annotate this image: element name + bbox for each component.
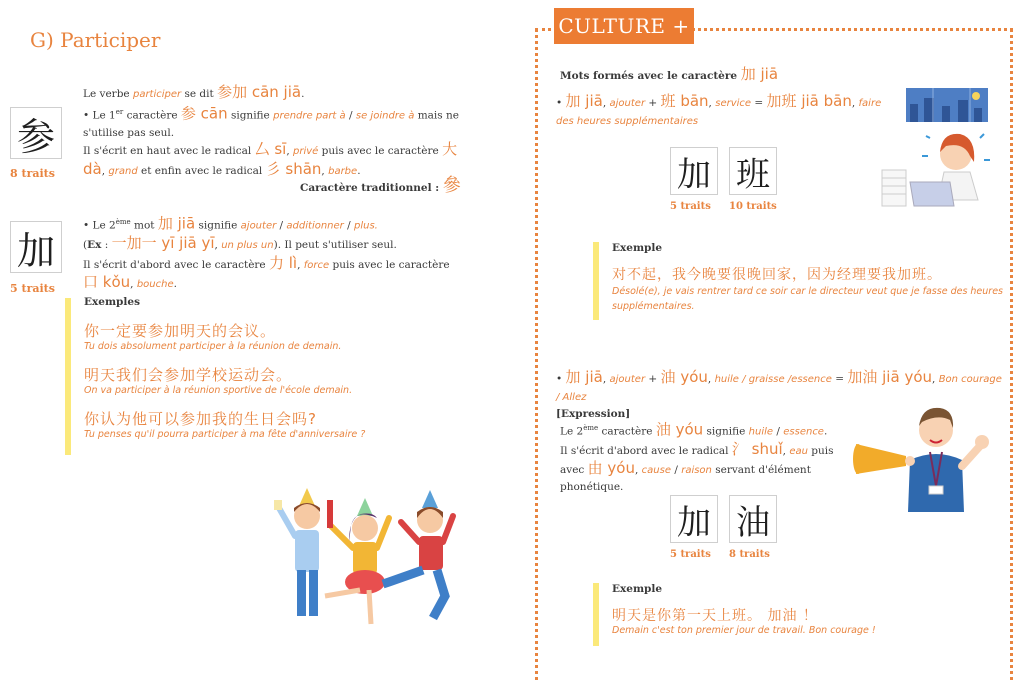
meaning: un plus un — [221, 240, 274, 251]
example-french: Tu penses qu'il pourra participer à ma fête d'anniversaire ? — [84, 429, 366, 440]
chinese-term: 油 yóu — [655, 420, 704, 439]
traditional-glyph: 參 — [442, 175, 461, 196]
example-jiaban — [612, 242, 1007, 314]
text: Il s'écrit d'abord avec le radical — [560, 444, 732, 457]
text: ( — [83, 239, 88, 251]
text: puis avec — [560, 444, 834, 476]
meaning: barbe — [328, 165, 358, 177]
text: caractère — [598, 425, 656, 438]
chinese-term: 厶 sī — [254, 140, 287, 158]
section-title: G) Participer — [30, 28, 161, 52]
text: servant d'élément phonétique. — [560, 463, 811, 493]
text: = — [751, 97, 767, 109]
char1-description: Le verbe participer se dit 参加 cān jiā. • Le 1er caractère 参 cān signifie prendre part à / se joindre à mais ne s'utilise pas seul. Il s'écrit en haut avec le radical 厶 sī, privé puis avec le caractère 大 dà, grand et enfin avec le radical 彡 shān, barbe. — [83, 83, 459, 178]
text: signifie — [227, 109, 274, 121]
text: = — [831, 373, 848, 385]
party-people-illustration — [265, 478, 465, 628]
chinese-term: 一加一 yī jiā yī — [111, 234, 215, 252]
bullet: • — [556, 373, 566, 385]
traditional-character — [300, 175, 461, 197]
megaphone-man-illustration — [852, 400, 992, 515]
example-chinese: 你一定要参加明天的会议。 — [84, 322, 277, 340]
meaning: Bon courage / Allez — [556, 374, 1002, 403]
text: se dit — [181, 88, 218, 100]
superscript: er — [115, 107, 124, 116]
example-chinese: 明天是你第一天上班。 加油 ！ — [612, 608, 818, 624]
stroke-count: 10 traits — [729, 201, 777, 212]
text: • Le 1 — [83, 109, 116, 121]
stroke-count: 5 traits — [670, 201, 711, 212]
text: + — [645, 373, 661, 385]
keyword: participer — [132, 89, 182, 100]
chinese-term: 参 cān — [180, 104, 228, 122]
text: Le verbe — [83, 88, 133, 100]
youcharacter-description: Le 2ème caractère 油 yóu signifie huile / essence. Il s'écrit d'abord avec le radical 氵 shuǐ, eau puis avec 由 yóu, cause / raison servant d'élément phonétique. — [560, 420, 834, 493]
text: + — [645, 97, 661, 109]
example-label: Exemple — [612, 583, 663, 595]
text: ). Il peut s'utiliser seul. — [273, 239, 397, 251]
example-chinese: 对不起，我今晚要很晚回家，因为经理要我加班。 — [612, 267, 942, 283]
example-french: Désolé(e), je vais rentrer tard ce soir car le directeur veut que je fasse des heures supplémentaires. — [612, 286, 1003, 312]
text: mot — [130, 219, 158, 232]
text: puis avec le caractère — [318, 145, 443, 157]
meaning: service — [715, 98, 752, 109]
chinese-term: 大 dà — [83, 140, 458, 178]
superscript: ème — [583, 424, 599, 432]
text: : — [101, 239, 112, 251]
meaning: force — [303, 259, 330, 271]
example-chinese: 你认为他可以参加我的生日会吗? — [84, 410, 317, 428]
meaning: plus. — [354, 220, 378, 232]
highlight-bar — [593, 242, 599, 320]
text: et enfin avec le radical — [137, 164, 266, 177]
char2-description: • Le 2ème mot 加 jiā signifie ajouter / additionner / plus. (Ex : 一加一 yī jiā yī, un plus un). Il peut s'utiliser seul. Il s'écrit d'abord avec le caractère 力 lì, force puis avec le caractère 口 kǒu, bouche. — [83, 214, 450, 291]
chinese-term: 口 kǒu — [83, 273, 131, 291]
text: Mots formés avec le caractère — [560, 70, 741, 82]
text: . — [301, 88, 305, 100]
label: Caractère traditionnel : — [300, 182, 443, 194]
character-box-jia: 加 — [670, 147, 718, 195]
text: / — [345, 109, 356, 121]
stroke-count: 5 traits — [670, 549, 711, 560]
culture-subheading — [560, 63, 778, 84]
meaning: eau — [789, 445, 808, 457]
text: signifie — [195, 219, 241, 232]
highlight-bar — [593, 583, 599, 646]
text: signifie — [703, 425, 749, 438]
text: Le 2 — [560, 425, 584, 438]
example-french: On va participer à la réunion sportive de l'école demain. — [84, 385, 353, 396]
character-box-jia: 加 — [670, 495, 718, 543]
bullet: • — [556, 97, 566, 109]
text: puis avec le caractère — [329, 258, 450, 271]
text: Il s'écrit d'abord avec le caractère — [83, 258, 269, 271]
meaning: huile / graisse /essence — [714, 374, 832, 385]
chinese-term: 氵 shuǐ — [731, 439, 783, 458]
stroke-count: 5 traits — [10, 282, 55, 295]
examples-block — [84, 296, 464, 440]
chinese-term: 彡 shān — [265, 159, 322, 178]
chinese-term: 由 yóu — [587, 458, 635, 477]
chinese-term: 参加 cān jiā — [217, 83, 302, 101]
meaning: cause — [641, 464, 671, 476]
character-box-you: 油 — [729, 495, 777, 543]
overtime-worker-illustration — [880, 86, 992, 210]
chinese-term: 油 yóu — [660, 368, 708, 386]
meaning: privé — [293, 146, 319, 157]
meaning: bouche — [136, 279, 174, 290]
meaning: grand — [108, 165, 138, 177]
chinese-term: 加 jiā — [740, 65, 779, 83]
text: • Le 2 — [83, 219, 116, 232]
meaning: prendre part à — [273, 110, 346, 121]
ex-label: Ex — [87, 239, 102, 251]
example-item — [84, 364, 464, 396]
chinese-term: 加 jiā — [157, 214, 196, 233]
meaning: raison — [681, 464, 712, 476]
character-box-ban: 班 — [729, 147, 777, 195]
stroke-count: 8 traits — [10, 167, 55, 180]
text: caractère — [123, 109, 181, 121]
meaning: essence — [783, 426, 824, 438]
word-jiayou-definition: • 加 jiā, ajouter + 油 yóu, huile / graisse /essence = 加油 jiā yóu, Bon courage / Allez [Expression] — [556, 369, 1006, 423]
stroke-count: 8 traits — [729, 549, 770, 560]
meaning: additionner — [286, 220, 344, 232]
example-jiayou — [612, 583, 1007, 636]
meaning: faire des heures supplémentaires — [556, 98, 882, 127]
example-item — [84, 320, 464, 352]
examples-label: Exemples — [84, 296, 140, 308]
example-french: Demain c'est ton premier jour de travail. Bon courage ! — [612, 625, 876, 636]
meaning: ajouter — [609, 374, 646, 385]
example-item — [84, 408, 464, 440]
meaning: ajouter — [240, 220, 277, 232]
superscript: ème — [115, 218, 131, 226]
chinese-term: 加 jiā — [565, 368, 603, 386]
meaning: huile — [748, 426, 774, 438]
word-jiaban-definition: • 加 jiā, ajouter + 班 bān, service = 加班 jiā bān, faire des heures supplémentaires — [556, 92, 882, 127]
expression-tag: [Expression] — [556, 408, 631, 420]
highlight-bar — [65, 298, 71, 455]
chinese-term: 加班 jiā bān — [766, 92, 852, 110]
character-box-jia: 加 — [10, 221, 62, 273]
chinese-term: 加 jiā — [565, 92, 603, 110]
example-chinese: 明天我们会参加学校运动会。 — [84, 366, 293, 384]
chinese-term: 力 lì — [268, 253, 298, 272]
chinese-term: 班 bān — [660, 92, 709, 110]
example-label: Exemple — [612, 242, 663, 254]
text: Il s'écrit en haut avec le radical — [83, 145, 255, 157]
meaning: ajouter — [609, 98, 646, 109]
example-french: Tu dois absolument participer à la réunion de demain. — [84, 341, 342, 352]
chinese-term: 加油 jiā yóu — [847, 368, 932, 386]
culture-badge: CULTURE + — [554, 8, 694, 44]
text: mais ne s'utilise pas seul. — [83, 109, 459, 139]
character-box-can: 参 — [10, 107, 62, 159]
meaning: se joindre à — [355, 110, 415, 121]
